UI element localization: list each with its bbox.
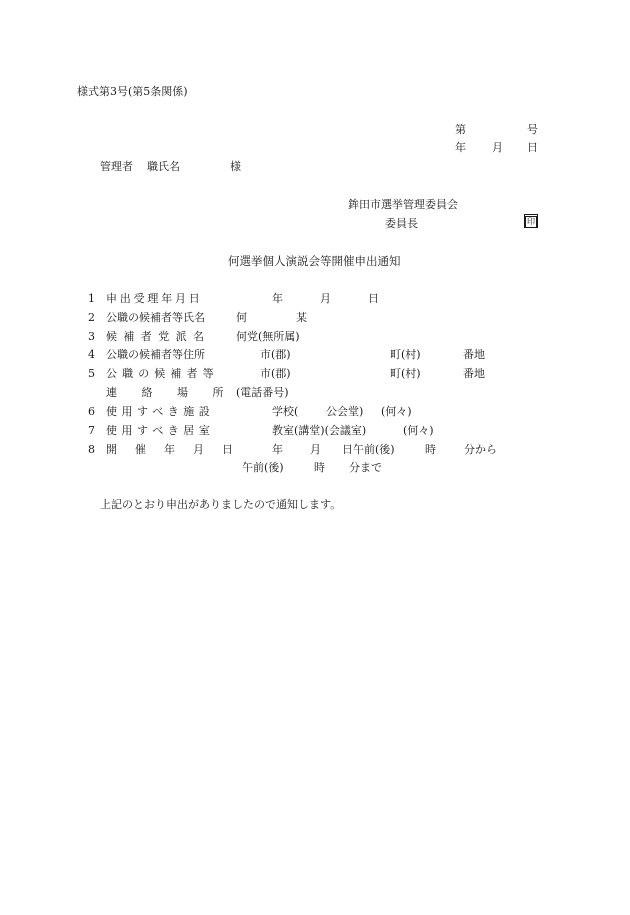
item-number: 1 (88, 292, 95, 305)
item-value: 分まで (349, 461, 382, 474)
item-value: 番地 (463, 367, 485, 380)
item-value: 教室(講堂)(会議室) (272, 424, 367, 437)
item-value: 市(郡) (260, 348, 291, 361)
item-value: 日 (368, 292, 379, 305)
item-label: 公職の候補者等 (106, 367, 219, 380)
item-number: 4 (88, 348, 95, 361)
item-value: 午前(後) (242, 461, 284, 474)
item-number: 5 (88, 367, 95, 380)
item-value: (何々) (403, 424, 434, 437)
item-number: 2 (88, 311, 95, 324)
item-value: (何々) (381, 405, 412, 418)
addressee-label: 管理者 (100, 160, 133, 173)
item-value: 分から (464, 443, 497, 456)
item-value: 何党(無所属) (236, 330, 300, 343)
sender-title: 委員長 (385, 217, 418, 230)
addressee-name: 職氏名 (147, 160, 180, 173)
item-number: 8 (88, 443, 95, 456)
document-title: 何選挙個人演説会等開催申出通知 (228, 254, 401, 268)
seal-stamp (524, 214, 538, 228)
item-value: 町(村) (390, 348, 421, 361)
item-label: 開催年月日 (106, 443, 251, 456)
item-label: 使用すべき施設 (106, 405, 215, 418)
item-value: 市(郡) (260, 367, 291, 380)
item-value: 月 (310, 443, 321, 456)
item-value: 公会堂) (326, 405, 364, 418)
item-value: 町(村) (390, 367, 421, 380)
item-label: 申出受理年月日 (106, 292, 203, 305)
sender-org: 鉾田市選挙管理委員会 (348, 198, 458, 211)
doc-number-suffix: 号 (527, 123, 538, 136)
item-value: 時 (314, 461, 325, 474)
item-label: 公職の候補者等住所 (106, 348, 205, 361)
item-number: 3 (88, 330, 95, 343)
item-value: 学校( (272, 405, 299, 418)
date-day: 日 (527, 141, 538, 154)
item-label: 候補者党派名 (106, 330, 211, 343)
item-label: 使用すべき居室 (106, 424, 215, 437)
item-value: 年 (272, 443, 283, 456)
addressee-honorific: 様 (230, 160, 241, 173)
item-value: 時 (425, 443, 436, 456)
item-value: 番地 (463, 348, 485, 361)
closing-statement: 上記のとおり申出がありましたので通知します。 (100, 498, 342, 511)
date-year: 年 (455, 141, 466, 154)
item-label: 公職の候補者等氏名 (106, 311, 205, 324)
item-value: 何 (236, 311, 247, 324)
date-month: 月 (492, 141, 503, 154)
item-value: 某 (296, 311, 307, 324)
item-number: 6 (88, 405, 95, 418)
doc-number-prefix: 第 (455, 123, 466, 136)
item-label: 連絡場所 (106, 386, 248, 399)
item-value: 月 (320, 292, 331, 305)
seal-mark: 印 (527, 217, 535, 226)
item-number: 7 (88, 424, 95, 437)
form-number: 様式第3号(第5条関係) (77, 85, 188, 98)
item-value: 年 (272, 292, 283, 305)
item-value: 日午前(後) (342, 443, 395, 456)
item-value: (電話番号) (236, 386, 289, 399)
